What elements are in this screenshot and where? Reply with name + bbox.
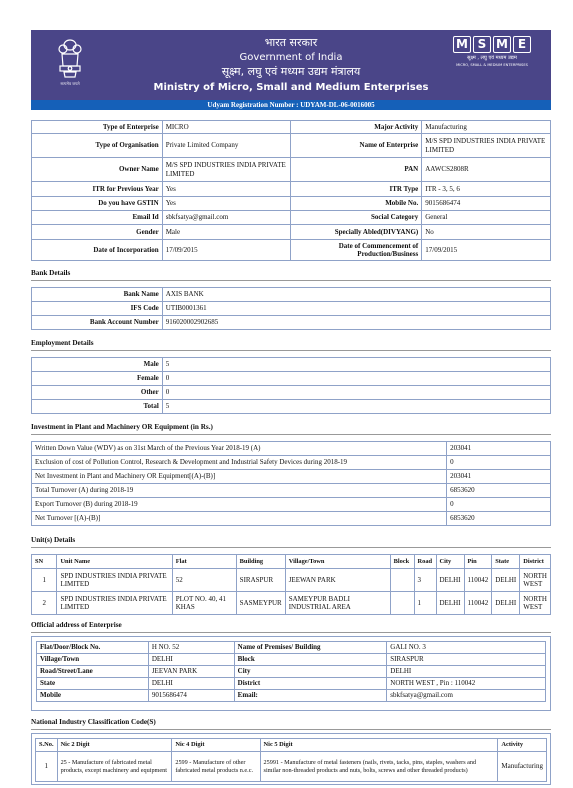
owner-name-label: Owner Name [32, 158, 163, 182]
social-category-label: Social Category [291, 211, 422, 225]
female-label: Female [32, 372, 163, 386]
bank-details-heading: Bank Details [31, 269, 71, 277]
state-value: DELHI [148, 678, 234, 690]
village-value: DELHI [148, 654, 234, 666]
official-address-heading: Official address of Enterprise [31, 621, 122, 629]
units-heading: Unit(s) Details [31, 536, 76, 544]
nic-header-cell: Nic 5 Digit [260, 739, 498, 752]
units-cell: NORTH WEST [520, 569, 551, 592]
investment-heading: Investment in Plant and Machinery OR Equipment (in Rs.) [31, 423, 213, 431]
units-table [31, 554, 551, 615]
gender-label: Gender [32, 225, 163, 240]
official-address-table [36, 641, 546, 702]
msme-letter: M [493, 36, 511, 53]
units-header-cell: Block [390, 555, 414, 569]
address-email-value: sbkfsatya@gmail.com [387, 690, 546, 702]
nic-cell: 1 [36, 752, 58, 782]
divyang-label: Specially Abled(DIVYANG) [291, 225, 422, 240]
investment-row-label: Exclusion of cost of Pollution Control, Research & Development and Industrial Safety Devices during 2018-19 [32, 456, 447, 470]
units-cell: SPD INDUSTRIES INDIA PRIVATE LIMITED [57, 592, 172, 615]
table-row [32, 569, 551, 592]
registration-number-bar: Udyam Registration Number : UDYAM-DL-06-0016005 [31, 100, 551, 110]
road-value: JEEVAN PARK [148, 666, 234, 678]
section-divider [31, 350, 551, 351]
units-cell: NORTH WEST [520, 592, 551, 615]
msme-letter: M [453, 36, 471, 53]
village-label: Village/Town [37, 654, 149, 666]
address-email-label: Email: [234, 690, 387, 702]
emblem-caption: सत्यमेव जयते [60, 81, 80, 86]
units-header-cell: City [436, 555, 464, 569]
state-label: State [37, 678, 149, 690]
block-value: SIRASPUR [387, 654, 546, 666]
units-header-cell: State [492, 555, 520, 569]
itr-type-label: ITR Type [291, 182, 422, 197]
investment-row-value: 0 [447, 498, 551, 512]
section-divider [31, 729, 551, 730]
major-activity-value: Manufacturing [422, 121, 551, 134]
type-of-enterprise-value: MICRO [162, 121, 291, 134]
pan-value: AAWCS2808R [422, 158, 551, 182]
country-title: Government of India [239, 52, 343, 63]
units-cell: 52 [172, 569, 236, 592]
investment-row-label: Net Investment in Plant and Machinery OR Equipment[(A)-(B)] [32, 470, 447, 484]
investment-row-value: 6853620 [447, 484, 551, 498]
enterprise-name-value: M/S SPD INDUSTRIES INDIA PRIVATE LIMITED [422, 134, 551, 158]
nic-header-cell: Nic 2 Digit [57, 739, 172, 752]
units-cell [390, 569, 414, 592]
account-number-value: 916020002902685 [162, 316, 550, 330]
ifs-code-label: IFS Code [32, 302, 163, 316]
commencement-date-value: 17/09/2015 [422, 240, 551, 261]
units-cell: 1 [32, 569, 57, 592]
investment-row-value: 0 [447, 456, 551, 470]
units-cell: 1 [414, 592, 436, 615]
units-header-cell: Road [414, 555, 436, 569]
premises-label: Name of Premises/ Building [234, 642, 387, 654]
government-banner [31, 30, 551, 100]
units-cell: DELHI [492, 592, 520, 615]
other-label: Other [32, 386, 163, 400]
premises-value: GALI NO. 3 [387, 642, 546, 654]
account-number-label: Bank Account Number [32, 316, 163, 330]
city-label: City [234, 666, 387, 678]
hindi-ministry-title: सूक्ष्म, लघु एवं मध्यम उद्यम मंत्रालय [221, 65, 361, 78]
other-value: 0 [162, 386, 550, 400]
mobile-label: Mobile No. [291, 197, 422, 211]
units-cell: SPD INDUSTRIES INDIA PRIVATE LIMITED [57, 569, 172, 592]
msme-logo-english: MICRO, SMALL & MEDIUM ENTERPRISES [456, 62, 528, 67]
city-value: DELHI [387, 666, 546, 678]
units-cell: SAMEYPUR BADLI INDUSTRIAL AREA [285, 592, 390, 615]
units-cell: 2 [32, 592, 57, 615]
block-label: Block [234, 654, 387, 666]
gstin-value: Yes [162, 197, 291, 211]
units-cell: DELHI [492, 569, 520, 592]
gstin-label: Do you have GSTIN [32, 197, 163, 211]
nic-header-cell: Activity [498, 739, 547, 752]
units-cell: 3 [414, 569, 436, 592]
male-value: 5 [162, 358, 550, 372]
major-activity-label: Major Activity [291, 121, 422, 134]
enterprise-name-label: Name of Enterprise [291, 134, 422, 158]
msme-letter: E [513, 36, 531, 53]
investment-row-label: Written Down Value (WDV) as on 31st March of the Previous Year 2018-19 (A) [32, 442, 447, 456]
investment-row-label: Total Turnover (A) during 2018-19 [32, 484, 447, 498]
itr-type-value: ITR - 3, 5, 6 [422, 182, 551, 197]
type-of-enterprise-label: Type of Enterprise [32, 121, 163, 134]
bank-name-value: AXIS BANK [162, 288, 550, 302]
units-cell [390, 592, 414, 615]
investment-row-value: 6853620 [447, 512, 551, 526]
units-header-cell: Building [236, 555, 285, 569]
nic-cell: 25 - Manufacture of fabricated metal products, except machinery and equipment [57, 752, 172, 782]
units-cell: PLOT NO. 40, 41 KHAS [172, 592, 236, 615]
section-divider [31, 280, 551, 281]
units-header-cell: Village/Town [285, 555, 390, 569]
enterprise-details-table [31, 120, 551, 261]
district-value: NORTH WEST , Pin : 110042 [387, 678, 546, 690]
table-row [32, 592, 551, 615]
msme-logo-letters [447, 36, 537, 53]
total-value: 5 [162, 400, 550, 414]
investment-row-value: 203041 [447, 470, 551, 484]
investment-row-value: 203041 [447, 442, 551, 456]
investment-row-label: Export Turnover (B) during 2018-19 [32, 498, 447, 512]
commencement-date-label: Date of Commencement of Production/Business [291, 240, 422, 261]
section-divider [31, 547, 551, 548]
employment-details-heading: Employment Details [31, 339, 94, 347]
nic-cell: Manufacturing [498, 752, 547, 782]
road-label: Road/Street/Lane [37, 666, 149, 678]
units-header-cell: District [520, 555, 551, 569]
units-cell: DELHI [436, 592, 464, 615]
units-cell: JEEWAN PARK [285, 569, 390, 592]
units-cell: SASMEYPUR [236, 592, 285, 615]
employment-details-table [31, 357, 551, 414]
units-header-cell: Pin [464, 555, 492, 569]
investment-row-label: Net Turnover [(A)-(B)] [32, 512, 447, 526]
address-mobile-label: Mobile [37, 690, 149, 702]
nic-table [35, 738, 547, 782]
table-row [36, 752, 547, 782]
bank-name-label: Bank Name [32, 288, 163, 302]
msme-logo [447, 36, 537, 67]
units-cell: 110042 [464, 592, 492, 615]
nic-header-cell: Nic 4 Digit [172, 739, 260, 752]
mobile-value: 9015686474 [422, 197, 551, 211]
bank-details-table [31, 287, 551, 330]
divyang-value: No [422, 225, 551, 240]
investment-table [31, 441, 551, 526]
hindi-country-title: भारत सरकार [264, 36, 318, 49]
units-header-cell: Unit Name [57, 555, 172, 569]
flat-label: Flat/Door/Block No. [37, 642, 149, 654]
itr-previous-year-value: Yes [162, 182, 291, 197]
section-divider [31, 632, 551, 633]
nic-cell: 25991 - Manufacture of metal fasteners (nails, rivets, tacks, pins, staples, washers and similar non-threaded products and nuts, bolts, screws and other threaded products) [260, 752, 498, 782]
female-value: 0 [162, 372, 550, 386]
incorporation-date-value: 17/09/2015 [162, 240, 291, 261]
type-of-organisation-value: Private Limited Company [162, 134, 291, 158]
social-category-value: General [422, 211, 551, 225]
msme-logo-hindi: सूक्ष्म , लघु एवं मध्यम उद्यम [467, 55, 517, 61]
ifs-code-value: UTIB0001361 [162, 302, 550, 316]
msme-letter: S [473, 36, 491, 53]
email-label: Email Id [32, 211, 163, 225]
male-label: Male [32, 358, 163, 372]
gender-value: Male [162, 225, 291, 240]
nic-cell: 2599 - Manufacture of other fabricated metal products n.e.c. [172, 752, 260, 782]
units-cell: DELHI [436, 569, 464, 592]
ministry-title: Ministry of Micro, Small and Medium Enterprises [153, 82, 429, 93]
total-label: Total [32, 400, 163, 414]
units-cell: SIRASPUR [236, 569, 285, 592]
email-value: sbkfsatya@gmail.com [162, 211, 291, 225]
units-header-cell: Flat [172, 555, 236, 569]
itr-previous-year-label: ITR for Previous Year [32, 182, 163, 197]
nic-heading: National Industry Classification Code(S) [31, 718, 156, 726]
units-header-cell: SN [32, 555, 57, 569]
type-of-organisation-label: Type of Organisation [32, 134, 163, 158]
owner-name-value: M/S SPD INDUSTRIES INDIA PRIVATE LIMITED [162, 158, 291, 182]
flat-value: H NO. 52 [148, 642, 234, 654]
address-mobile-value: 9015686474 [148, 690, 234, 702]
pan-label: PAN [291, 158, 422, 182]
units-cell: 110042 [464, 569, 492, 592]
section-divider [31, 434, 551, 435]
nic-header-cell: S.No. [36, 739, 58, 752]
incorporation-date-label: Date of Incorporation [32, 240, 163, 261]
district-label: District [234, 678, 387, 690]
